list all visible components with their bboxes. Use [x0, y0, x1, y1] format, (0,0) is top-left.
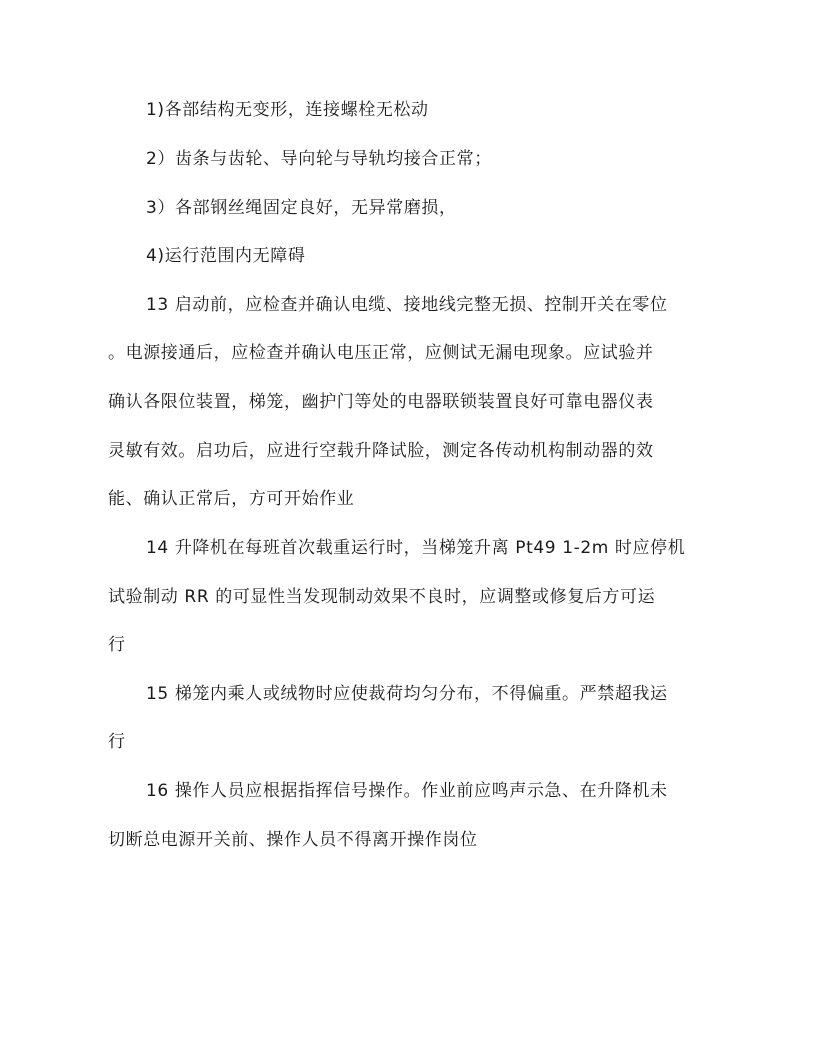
paragraph-13-line-4: 灵敏有效。启功后，应进行空载升降试脸，测定各传动机构制动器的效	[108, 441, 654, 461]
checklist-item-3-text: 3）各部钢丝绳固定良好，无异常磨损，	[146, 198, 457, 218]
checklist-item-4-text: 4)运行范围内无障碍	[146, 246, 306, 266]
checklist-item-4	[146, 244, 305, 268]
checklist-item-3	[146, 196, 457, 220]
paragraph-16-line-1: 16 操作人员应根据指挥信号操作。作业前应鸣声示急、在升降机未	[146, 781, 668, 801]
paragraph-14-line-3: 行	[108, 635, 126, 655]
paragraph-13-line-5: 能、确认正常后，方可开始作业	[108, 489, 355, 509]
paragraph-15-line-1: 15 梯笼内乘人或绒物时应使裁荷均匀分布，不得偏重。严禁超我运	[146, 684, 668, 704]
paragraph-15-line-2: 行	[108, 732, 126, 752]
checklist-item-2	[146, 147, 492, 171]
checklist-item-1-text: 1)各部结构无变形，连接螺栓无松动	[146, 100, 429, 120]
paragraph-14-line-1: 14 升降机在每班首次载重运行时，当梯笼升离 Pt49 1-2m 时应停机	[146, 538, 686, 558]
checklist-item-1	[146, 98, 429, 122]
paragraph-13-line-2: 。电源接通后，应检查并确认电压正常，应侧试无漏电现象。应试验并	[108, 343, 654, 363]
paragraph-16-line-2: 切断总电源开关前、操作人员不得离开操作岗位	[108, 830, 478, 850]
paragraph-13-line-3: 确认各限位装置，梯笼，幽护门等处的电器联锁装置良好可靠电器仪表	[108, 392, 654, 412]
paragraph-13-line-1: 13 启动前，应检查并确认电缆、接地线完整无损、控制开关在零位	[146, 295, 668, 315]
paragraph-14-line-2: 试验制动 RR 的可显性当发现制动效果不良时，应调整或修复后方可运	[108, 587, 656, 607]
checklist-item-2-text: 2）齿条与齿轮、导向轮与导轨均接合正常；	[146, 149, 492, 169]
